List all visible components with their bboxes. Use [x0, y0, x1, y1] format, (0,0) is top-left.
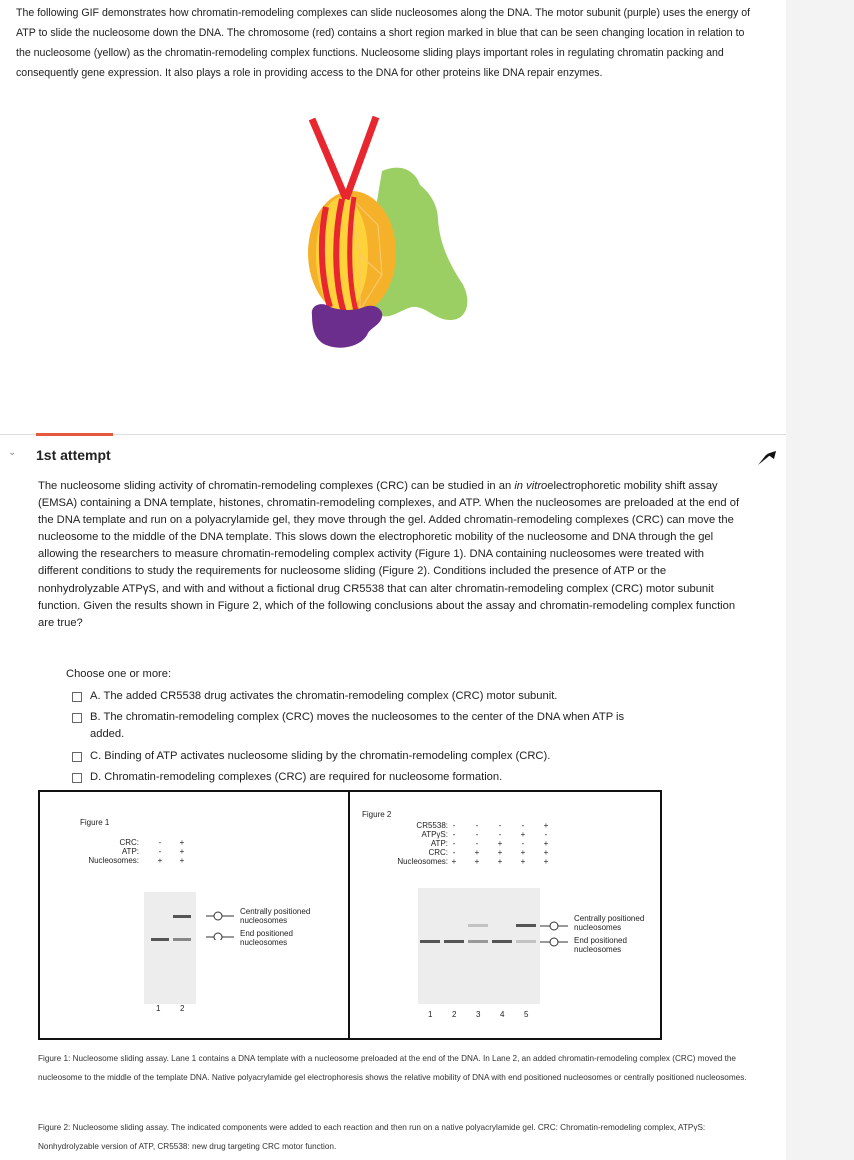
- fig1-lane-2-marks: + + +: [179, 838, 185, 865]
- fig2-row-labels: CR5538: ATPγS: ATP: CRC: Nucleosomes:: [397, 821, 448, 866]
- option-d-checkbox[interactable]: [72, 773, 82, 783]
- fig1-row-labels: CRC: ATP: Nucleosomes:: [88, 838, 139, 865]
- fig2-band-lane2-end: [444, 940, 464, 943]
- choose-label: Choose one or more:: [66, 668, 172, 680]
- dna-strand-right: [346, 117, 376, 199]
- dna-strand-left: [312, 119, 346, 199]
- stem-italic: in vitro: [514, 480, 548, 492]
- fig1-band-lane1-end: [151, 938, 169, 941]
- chromatin-remodeling-illustration: [290, 115, 480, 360]
- intro-paragraph: The following GIF demonstrates how chromatin-remodeling complexes can slide nucleosomes along the DNA. The motor subunit (purple) uses the energy of ATP to slide the nucleosome down the DNA. The chromosome (red) contains a short region marked in blue that can be seen changing location in relation to the nucleosome (yellow) as the chromatin-remodeling complex functions. Nucleosome sliding plays important roles in regulating chromatin packing and consequently gene expression. It also plays a role in providing access to the DNA for other proteins like DNA repair enzymes.: [16, 7, 751, 79]
- question-stem: The nucleosome sliding activity of chromatin-remodeling complexes (CRC) can be studied in an in vitroelectrophoretic mobility shift assay (EMSA) containing a DNA template, histones, chromatin-remodeling complexes, and ATP. When the nucleosomes are preloaded at the end of the DNA template and run on a polyacrylamide gel, they move through the gel. Added chromatin-remodeling complexes (CRC) can move the nucleosome to the middle of the DNA template. This slows down the electrophoretic mobility of the nucleosome and DNA through the gel allowing the researchers to measure chromatin-remodeling complex activity (Figure 1). DNA containing nucleosomes were treated with different conditions to study the requirements for nucleosome sliding (Figure 2). Conditions included the presence of ATP or the nonhydrolyzable ATPγS, and with and without a fictional drug CR5538 that can alter chromatin-remodeling complex (CRC) motor subunit function. Given the results shown in Figure 2, which of the following conclusions about the assay and chromatin-remodeling complex function are true?: [38, 480, 740, 629]
- fig2-lane-number-2: 2: [452, 1010, 457, 1019]
- fig2-band-lane5-central: [516, 924, 536, 927]
- fig1-legend-end: End positioned nucleosomes: [240, 929, 293, 947]
- fig2-lane-number-3: 3: [476, 1010, 481, 1019]
- fig2-lane-number-1: 1: [428, 1010, 433, 1019]
- main-content: The following GIF demonstrates how chromatin-remodeling complexes can slide nucleosomes along the DNA. The motor subunit (purple) uses the energy of ATP to slide the nucleosome down the DNA. The chromosome (red) contains a short region marked in blue that can be seen changing location in relation to the nucleosome (yellow) as the chromatin-remodeling complex functions. Nucleosome sliding plays important roles in regulating chromatin packing and consequently gene expression. It also plays a role in providing access to the DNA for other proteins like DNA repair enzymes. ⌄ 1st attempt The nucleosome sliding activity of chromatin-remodeling complexes (CRC) can be studied in an in vitroelectrophoretic mobility shift assay (EMSA) containing a DNA template, histones, chromatin-remodeling complexes, and ATP. When the nucleosomes are preloaded at the end of the DNA template and run on a polyacrylamide gel, they move through the gel. Added chromatin-remodeling complexes (CRC) can move the nucleosome to the middle of the DNA template. This slows down the electrophoretic mobility of the nucleosome and DNA through the gel allowing the researchers to measure chromatin-remodeling complex activity (Figure 1). DNA containing nucleosomes were treated with different conditions to study the requirements for nucleosome sliding (Figure 2). Conditions included the presence of ATP or the nonhydrolyzable ATPγS, and with and without a fictional drug CR5538 that can alter chromatin-remodeling complex (CRC) motor subunit function. Given the results shown in Figure 2, which of the following conclusions about the assay and chromatin-remodeling complex function are true? Choose one or more: A. The added CR5538 drug activates the chromatin-remodeling complex (CRC) motor subunit. B. The chromatin-remodeling complex (CRC) moves the nucleosomes to the center of the DNA when ATP is added. C. Binding of ATP activates nucleosome sliding by the chromatin-remodeling complex (CRC). D. Chromatin-remodeling complexes (CRC) are required for nucleosome formation. Figure 1 CRC: ATP: Nucleosomes: - - + + + + Centrally positioned nucleosomes End positioned nucleosomes 1 2 Figure 2 CR5538: ATPγS: ATP: CRC: Nucleosomes: - - - - + - - - + + - - + + + - + - + + + - + + + Centrally positioned nucleosomes End positioned nucleosomes 1 2 3 4 5 Figure 1: Nucleosome sliding assay. Lane 1 contains a DNA template with a nucleosome preloaded at the end of the DNA. In Lane 2, an added chromatin-remodeling complex (CRC) moved the nucleosome to the middle of the template DNA. Native polyacrylamide gel electrophoresis shows the relative mobility of DNA with end positioned nucleosomes or centrally positioned nucleosomes. Figure 2: Nucleosome sliding assay. The indicated components were added to each reaction and then run on a native polyacrylamide gel. CRC: Chromatin-remodeling complex, ATPγS: Nonhydrolyzable version of ATP, CR5538: new drug targeting CRC motor function.: [0, 0, 786, 1160]
- option-c-checkbox[interactable]: [72, 752, 82, 762]
- fig1-band-lane2-end: [173, 938, 191, 941]
- collapse-chevron-icon[interactable]: ⌄: [8, 447, 17, 458]
- fig2-legend-central: Centrally positioned nucleosomes: [574, 914, 645, 932]
- option-a-checkbox[interactable]: [72, 692, 82, 702]
- figure-2-panel: [348, 790, 662, 1040]
- fig1-lane-number-1: 1: [156, 1004, 161, 1013]
- figure-1-title: Figure 1: [80, 818, 110, 827]
- attempt-heading[interactable]: 1st attempt: [36, 447, 111, 463]
- fig1-lane-1-marks: - - +: [157, 838, 163, 865]
- fig2-lane-1-marks: - - - - +: [451, 821, 457, 866]
- figure-1-caption: Figure 1: Nucleosome sliding assay. Lane 1 contains a DNA template with a nucleosome preloaded at the end of the DNA. In Lane 2, an added chromatin-remodeling complex (CRC) moved the nucleosome to the middle of the template DNA. Native polyacrylamide gel electrophoresis shows the relative mobility of DNA with end positioned nucleosomes or centrally positioned nucleosomes.: [38, 1054, 747, 1082]
- fig2-lane-3-marks: - - + + +: [497, 821, 503, 866]
- fig1-lane-number-2: 2: [180, 1004, 185, 1013]
- fig2-legend-end: End positioned nucleosomes: [574, 936, 627, 954]
- fig2-lane-4-marks: - + - + +: [520, 821, 526, 866]
- motor-purple-shape: [312, 304, 382, 348]
- fig1-band-lane2-central: [173, 915, 191, 918]
- figure-1-panel: [38, 790, 351, 1040]
- fig2-band-lane1-end: [420, 940, 440, 943]
- figure-2-title: Figure 2: [362, 810, 392, 819]
- fig1-gel: [144, 892, 196, 1004]
- fig2-lane-number-5: 5: [524, 1010, 529, 1019]
- section-divider: [0, 434, 786, 435]
- fig2-gel: [418, 888, 540, 1004]
- option-b-checkbox[interactable]: [72, 713, 82, 723]
- fig2-band-lane4-end: [492, 940, 512, 943]
- fig2-lane-2-marks: - - - + +: [474, 821, 480, 866]
- attempt-tab-underline: [36, 433, 113, 436]
- fig2-lane-number-4: 4: [500, 1010, 505, 1019]
- pointer-arrow-icon[interactable]: [756, 449, 778, 467]
- fig1-legend-central: Centrally positioned nucleosomes: [240, 907, 311, 925]
- fig2-band-lane3-central: [468, 924, 488, 927]
- fig2-lane-5-marks: + - + + +: [543, 821, 549, 866]
- figure-2-caption: Figure 2: Nucleosome sliding assay. The indicated components were added to each reaction and then run on a native polyacrylamide gel. CRC: Chromatin-remodeling complex, ATPγS: Nonhydrolyzable version of ATP, CR5538: new drug targeting CRC motor function.: [38, 1123, 706, 1151]
- fig2-band-lane3-end: [468, 940, 488, 943]
- fig2-band-lane5-end: [516, 940, 536, 943]
